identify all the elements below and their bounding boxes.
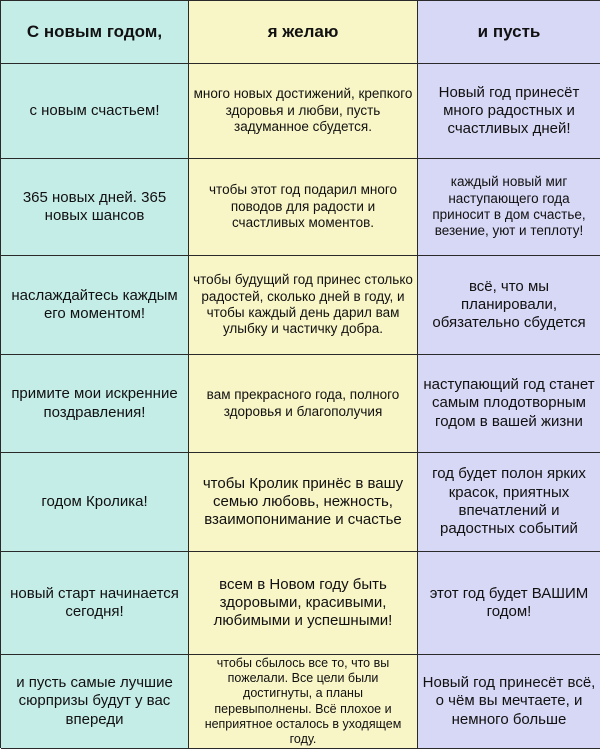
table-cell-r2-c2: чтобы этот год подарил много поводов для радости и счастливых моментов.: [189, 159, 418, 256]
table-cell-r6-c2: всем в Новом году быть здоровыми, красивыми, любимыми и успешными!: [189, 552, 418, 655]
table-cell-r4-c3: наступающий год станет самым плодотворным годом в вашей жизни: [418, 355, 600, 453]
table-cell-r7-c1: и пусть самые лучшие сюрпризы будут у вас впереди: [1, 655, 189, 749]
table-cell-r3-c2: чтобы будущий год принес столько радостей, сколько дней в году, и чтобы каждый день дарил вам улыбку и частичку добра.: [189, 256, 418, 355]
table-cell-r4-c1: примите мои искренние поздравления!: [1, 355, 189, 453]
header-col-3: и пусть: [418, 1, 600, 64]
table-cell-r4-c2: вам прекрасного года, полного здоровья и благополучия: [189, 355, 418, 453]
table-cell-r5-c1: годом Кролика!: [1, 453, 189, 552]
table-cell-r7-c2: чтобы сбылось все то, что вы пожелали. Все цели были достигнуты, а планы перевыполнены. Всё плохое и неприятное осталось в уходящем году.: [189, 655, 418, 749]
table-cell-r3-c1: наслаждайтесь каждым его моментом!: [1, 256, 189, 355]
table-cell-r6-c3: этот год будет ВАШИМ годом!: [418, 552, 600, 655]
table-cell-r5-c2: чтобы Кролик принёс в вашу семью любовь, нежность, взаимопонимание и счастье: [189, 453, 418, 552]
table-cell-r2-c1: 365 новых дней. 365 новых шансов: [1, 159, 189, 256]
table-cell-r6-c1: новый старт начинается сегодня!: [1, 552, 189, 655]
table-cell-r1-c2: много новых достижений, крепкого здоровья и любви, пусть задуманное сбудется.: [189, 64, 418, 159]
table-cell-r1-c1: с новым счастьем!: [1, 64, 189, 159]
header-col-1: С новым годом,: [1, 1, 189, 64]
table-cell-r5-c3: год будет полон ярких красок, приятных впечатлений и радостных событий: [418, 453, 600, 552]
table-cell-r7-c3: Новый год принесёт всё, о чём вы мечтаете, и немного больше: [418, 655, 600, 749]
table-cell-r3-c3: всё, что мы планировали, обязательно сбудется: [418, 256, 600, 355]
table-cell-r1-c3: Новый год принесёт много радостных и счастливых дней!: [418, 64, 600, 159]
header-col-2: я желаю: [189, 1, 418, 64]
table-cell-r2-c3: каждый новый миг наступающего года приносит в дом счастье, везение, уют и теплоту!: [418, 159, 600, 256]
